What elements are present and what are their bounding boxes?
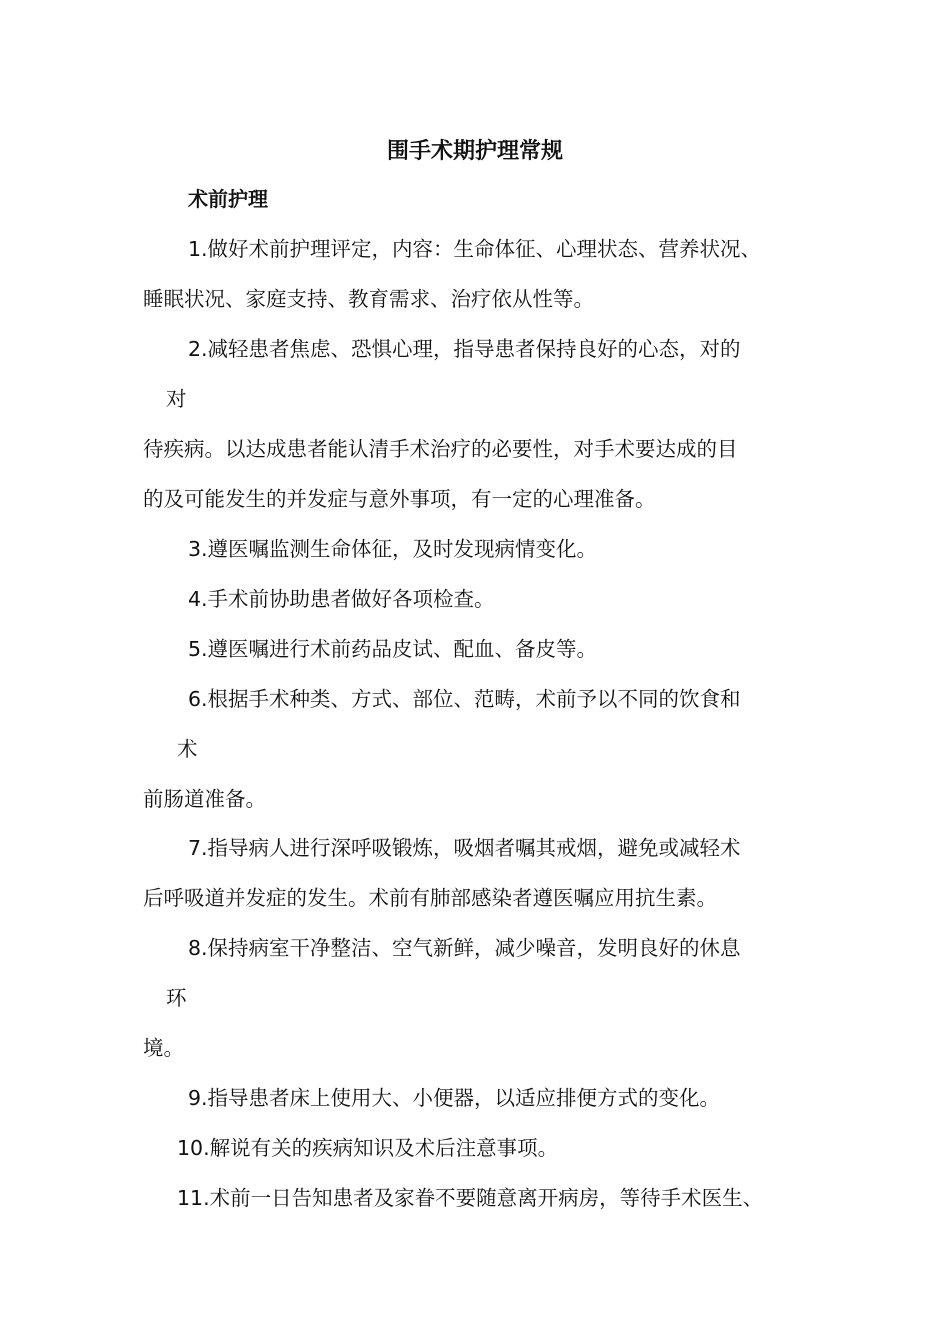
text-line: 境。 <box>143 1036 184 1060</box>
text-line: 的及可能发生的并发症与意外事项，有一定的心理准备。 <box>143 487 656 511</box>
text-line: 7.指导病人进行深呼吸锻炼，吸烟者嘱其戒烟，避免或减轻术 <box>188 836 741 860</box>
text-line: 前肠道准备。 <box>143 787 266 811</box>
text-line: 2.减轻患者焦虑、恐惧心理，指导患者保持良好的心态，对的 <box>188 337 741 361</box>
text-line: 待疾病。以达成患者能认清手术治疗的必要性，对手术要达成的目 <box>143 437 738 461</box>
text-line: 11.术前一日告知患者及家眷不要随意离开病房，等待手术医生、 <box>177 1186 764 1210</box>
text-line: 10.解说有关的疾病知识及术后注意事项。 <box>177 1136 559 1160</box>
text-line: 6.根据手术种类、方式、部位、范畴，术前予以不同的饮食和 <box>188 687 741 711</box>
text-line: 5.遵医嘱进行术前药品皮试、配血、备皮等。 <box>188 637 598 661</box>
text-line: 对 <box>166 387 187 411</box>
section-heading: 术前护理 <box>188 187 268 211</box>
text-line: 环 <box>166 986 187 1010</box>
text-line: 术 <box>177 737 198 761</box>
text-line: 4.手术前协助患者做好各项检查。 <box>188 587 495 611</box>
document-title: 围手术期护理常规 <box>386 139 563 164</box>
text-line: 9.指导患者床上使用大、小便器，以适应排便方式的变化。 <box>188 1086 721 1110</box>
text-line: 睡眠状况、家庭支持、教育需求、治疗依从性等。 <box>143 287 594 311</box>
text-line: 8.保持病室干净整洁、空气新鲜，减少噪音，发明良好的休息 <box>188 936 741 960</box>
text-line: 1.做好术前护理评定，内容：生命体征、心理状态、营养状况、 <box>188 237 762 261</box>
text-line: 后呼吸道并发症的发生。术前有肺部感染者遵医嘱应用抗生素。 <box>143 886 717 910</box>
text-line: 3.遵医嘱监测生命体征，及时发现病情变化。 <box>188 537 598 561</box>
